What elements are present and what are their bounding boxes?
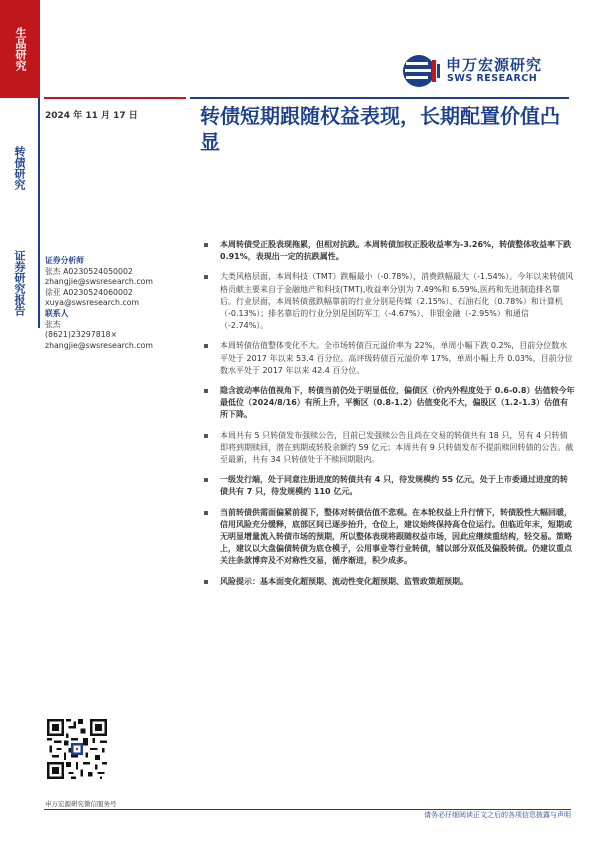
- side-tab-product: [0, 0, 40, 98]
- contact-heading: 联系人: [45, 308, 69, 318]
- logo-text-cn: 申万宏源研究: [446, 56, 543, 74]
- contact-email[interactable]: zhangjie@swsresearch.com: [45, 340, 153, 350]
- contact-line: 张杰: [45, 319, 61, 329]
- analyst-line: 徐亚 A0230524060002: [45, 287, 133, 297]
- logo-mark-icon: [402, 54, 442, 88]
- bullet-item: 当前转债供需面偏紧前提下，整体对转债估值不悲观。在本轮权益上升行情下，转债股性大幅回暖，信用风险充分缓释，底部区间已逐步抬升，仓位上，建议始终保持高仓位运行。但临近年末，短期或无明显增量流入转债市场的预期，所以整体表现将跟随权益市场，因此应继续重结构，轻交易。策略上，建议以大盘偏债转债为底仓模子，公用事业等行业转债，辅以部分双低及偏股转债。仍建议重点关注条款博弈及不对称性交易，循序渐进，积少成多。: [200, 507, 575, 568]
- header-rule-red: [44, 97, 186, 99]
- contact-phone: (8621)23297818×: [45, 330, 118, 340]
- analyst-email[interactable]: xuya@swsresearch.com: [45, 298, 140, 308]
- analyst-email[interactable]: zhangjie@swsresearch.com: [45, 277, 153, 287]
- wechat-qr-code[interactable]: [47, 719, 107, 779]
- side-tab-label: 转债研究: [13, 146, 26, 190]
- analyst-line: 张杰 A0230524050002: [45, 266, 133, 276]
- bullet-item: 本周转债受正股表现拖累，但相对抗跌。本周转债加权正股收益率为-3.26%，转债整体收益率下跌 0.91%，表现出一定的抗跌属性。: [200, 239, 575, 263]
- side-tab-category: [0, 98, 40, 238]
- bullet-item: 本周共有 5 只转债发布强赎公告，目前已发强赎公告且尚在交易的转债共有 18 只，另有 4 只转债即将到期赎回，潜在到期或转股余额约 59 亿元；本周共有 9 只转债发布不提前赎回转债的公告。截至最新，共有 34 只转债处于不赎回期限内。: [200, 430, 575, 467]
- bullet-item: 隐含波动率估值视角下，转债当前仍处于明显低位，偏债区（价内外程度处于 0.6-0.8）估值较今年最低位（2024/8/16）有所上升，平衡区（0.8-1.2）估值变化不大，偏股区（1.2-1.3）估值有所下降。: [200, 385, 575, 422]
- bullet-item: 一级发行端，处于同意注册进度的转债共有 4 只，待发规模约 55 亿元，处于上市委通过进度的转债共有 7 只，待发规模约 110 亿元。: [200, 474, 575, 498]
- company-logo: [402, 50, 567, 90]
- summary-bullets: [200, 239, 575, 596]
- report-title: 转债短期跟随权益表现，长期配置价值凸显: [200, 104, 560, 154]
- bullet-item: 风险提示：基本面变化超预期、流动性变化超预期、监管政策超预期。: [200, 576, 575, 588]
- side-tab-label: 生品研究: [14, 27, 27, 71]
- side-tab-label: 证券研究报告: [13, 250, 26, 316]
- analyst-info: [45, 256, 180, 351]
- bullet-item: 大类风格层面，本周科技（TMT）跌幅最小（-0.78%），消费跌幅最大（-1.54%）。今年以来转债风格贡献主要来自于金融地产和科技(TMT),收益率分别为 7.49%和 6.59%,医药和先进制造排名靠后。行业层面，本周转债涨跌幅靠前的行业分别是传媒（2.15%）、石油石化（0.78%）和计算机（-0.13%）；排名靠后的行业分别是国防军工（-4.67%）、非银金融（-2.95%）和通信（-2.74%）。: [200, 271, 575, 332]
- bullet-item: 本周转债估值整体变化不大。全市场转债百元溢价率为 22%，单周小幅下跌 0.2%，目前分位数水平处于 2017 年以来 53.4 百分位。高评级转债百元溢价率 17%，单周小幅上升 0.03%，目前分位数水平处于 2017 年以来 42.4 百分位。: [200, 340, 575, 377]
- logo-text-en: SWS RESEARCH: [447, 73, 538, 84]
- side-tab-report-type: [0, 238, 40, 328]
- report-date: 2024 年 11 月 17 日: [45, 111, 138, 121]
- disclaimer-note: 请务必仔细阅读正文之后的各项信息披露与声明: [424, 811, 571, 819]
- qr-caption: 申万宏源研究微信服务号: [45, 800, 117, 808]
- analyst-heading: 证券分析师: [45, 256, 84, 265]
- header-rule-blue: [190, 97, 569, 99]
